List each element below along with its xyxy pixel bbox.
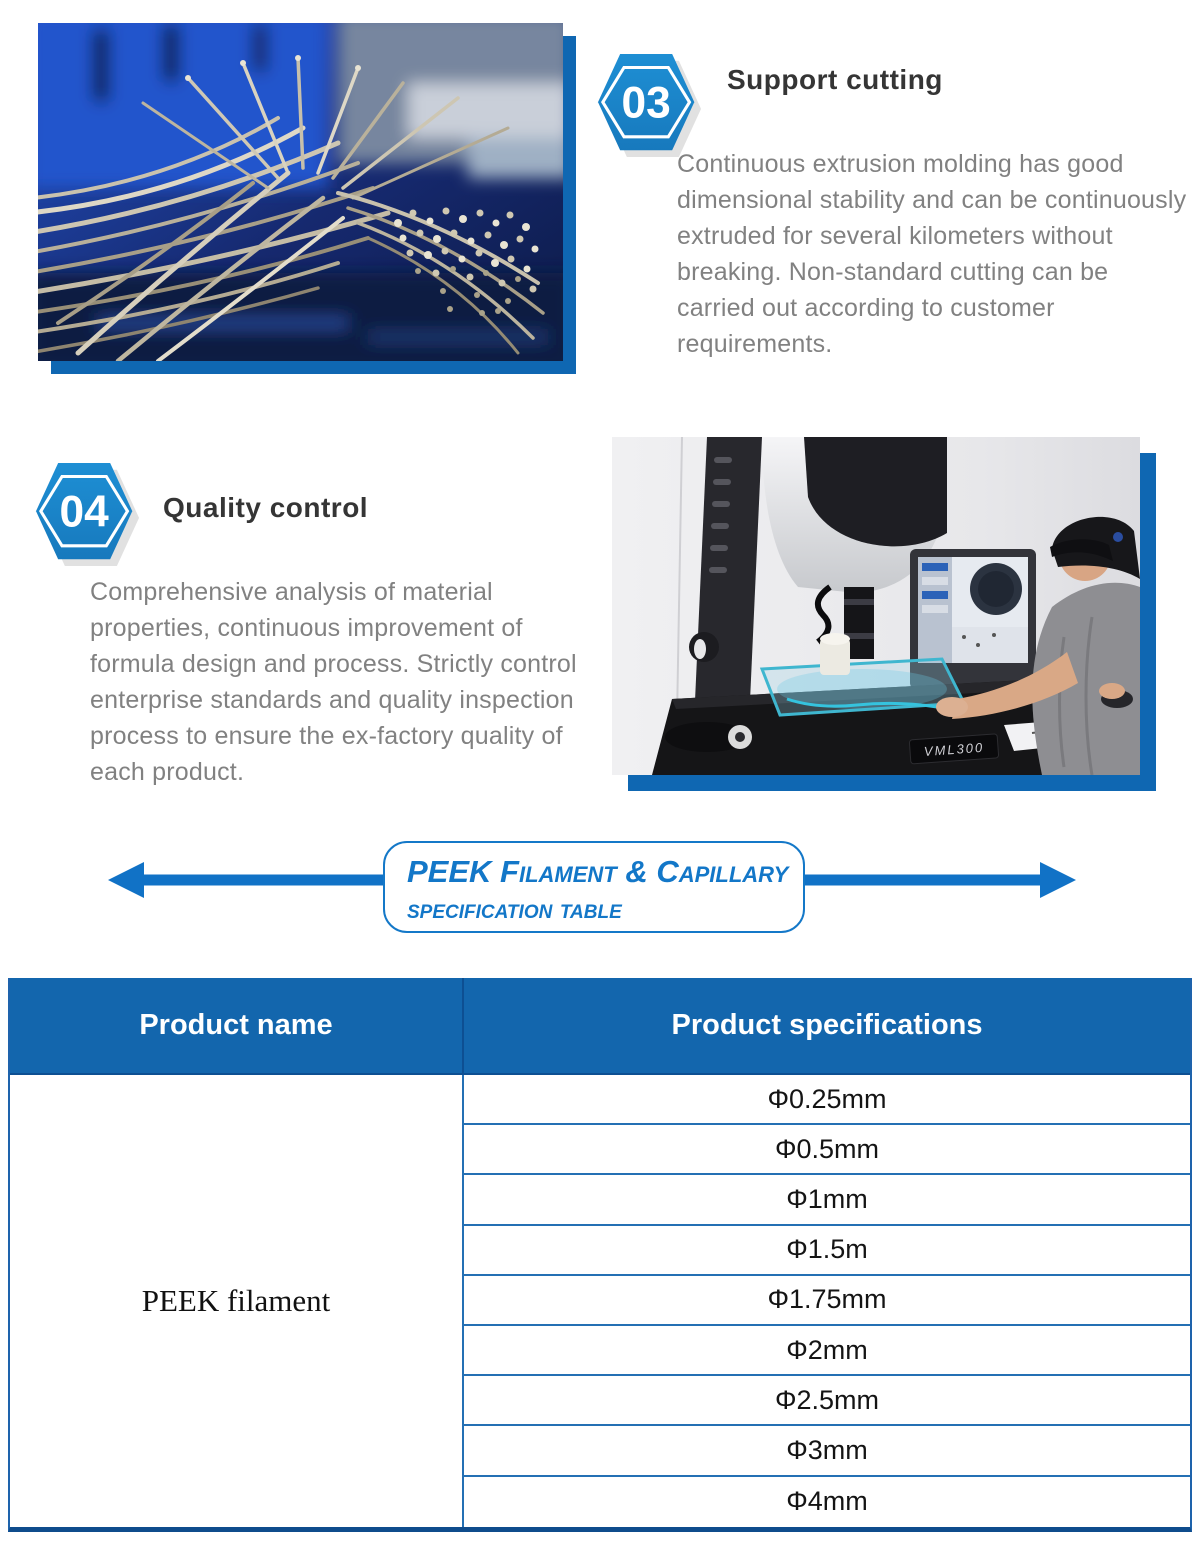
spec-row: Φ1.5m [464, 1226, 1190, 1276]
column-header-product-specifications: Product specifications [464, 978, 1190, 1075]
spec-row: Φ0.25mm [464, 1075, 1190, 1125]
spec-row: Φ2.5mm [464, 1376, 1190, 1426]
section-title-quality-control: Quality control [163, 492, 369, 523]
spec-row: Φ3mm [464, 1426, 1190, 1476]
spec-row: Φ4mm [786, 1486, 868, 1517]
banner-subtitle: specification table [407, 894, 622, 925]
specification-table [8, 978, 1192, 1532]
spec-rows [464, 1075, 1190, 1527]
machine-label: VML300 [923, 739, 985, 759]
product-name-cell: PEEK filament [10, 1075, 464, 1527]
qc-photo-illustration [612, 437, 1140, 775]
section-title-support-cutting: Support cutting [727, 64, 943, 95]
banner-title: PEEK Filament & Capillary [407, 854, 789, 889]
column-header-product-name: Product name [10, 978, 464, 1075]
right-arrow-icon [1040, 862, 1076, 898]
spec-row: Φ2mm [464, 1326, 1190, 1376]
badge-number: 04 [59, 487, 109, 537]
spec-row: Φ0.5mm [464, 1125, 1190, 1175]
left-arrow-icon [108, 862, 144, 898]
spec-row: Φ1.75mm [464, 1276, 1190, 1326]
badge-number: 03 [621, 78, 671, 128]
step-3-hexagon-badge [596, 54, 704, 158]
quality-control-photo [612, 437, 1140, 775]
section-body-support-cutting: Continuous extrusion molding has good dimensional stability and can be continuously extruded for several kilometers without breaking. Non-standard cutting can be carried out according to customer requirements. [677, 150, 1187, 358]
peek-filament-photo [38, 23, 563, 361]
filament-photo-illustration [38, 23, 563, 361]
spec-table-banner [383, 841, 805, 933]
spec-row: Φ1mm [464, 1175, 1190, 1225]
section-body-quality-control: Comprehensive analysis of material properties, continuous improvement of formula design and process. Strictly control enterprise standards and quality inspection process to ensure the ex-factory quality of each product. [90, 578, 577, 786]
step-4-hexagon-badge [34, 463, 142, 567]
